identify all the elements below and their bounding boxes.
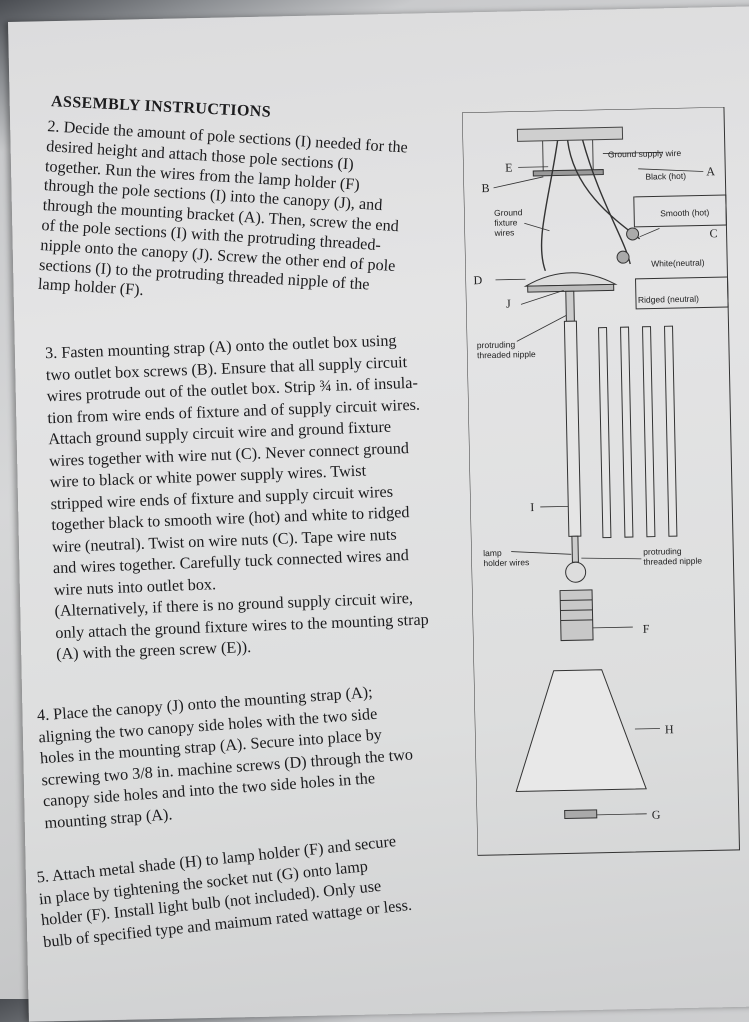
step-5-text: 5. Attach metal shade (H) to lamp holder (F) and secure in place by tightening the socket nut (G) onto lamp holder (F). Install light bulb (not included). Only use bulb of specified type and maimum rated wattage or less.	[35, 832, 413, 951]
step-3-text: 3. Fasten mounting strap (A) onto the outlet box using two outlet box screws (B). Ensure that all supply circuit wires protrude out of the outlet box. Strip ¾ in. of insula- tion from wire ends of fixture and of supply circuit wires. Attach ground supply circuit wire and ground fixture wires together with wire nut (C). Never connect ground wire to black or white power supply wires. Twist stripped wire ends of fixture and supply circuit wires together black to smooth wire (hot) and white to ridged wire (neutral). Twist on wire nuts (C). Tape wire nuts and wires together. Carefully tuck connected wires and wire nuts into outlet box. (Alternatively, if there is no ground supply circuit wire, only attach the ground fixture wires to the mounting strap (A) with the green screw (E)).	[44, 331, 430, 664]
label-protruding-top-2: threaded nipple	[476, 349, 536, 361]
lamp-holder	[560, 590, 593, 641]
letter-b: B	[481, 180, 490, 196]
letter-d: D	[473, 273, 483, 288]
wire-nut-1	[626, 228, 638, 240]
threaded-nipple-bottom	[572, 536, 579, 562]
label-smooth-hot: Smooth (hot)	[660, 207, 710, 219]
spare-pole-sections	[599, 326, 677, 538]
step-4-text: 4. Place the canopy (J) onto the mounting strap (A); aligning the two canopy side holes with the two side holes in the mounting strap (A). Secure into place by screwing two 3/8 in. machine screws (D) through the two canopy side holes and into the two side holes in the mounting strap (A).	[36, 683, 414, 832]
label-ridged-neutral: Ridged (neutral)	[637, 293, 700, 305]
wire-nut-2	[617, 251, 629, 263]
metal-shade	[514, 669, 646, 792]
label-black-hot: Black (hot)	[645, 170, 687, 182]
assembly-diagram	[462, 107, 742, 857]
socket-nut	[565, 810, 597, 819]
label-protruding-bottom-1: protruding	[643, 546, 682, 557]
pole-section	[564, 321, 581, 536]
instruction-sheet	[8, 6, 749, 1022]
letter-c: C	[709, 226, 718, 241]
letter-h: H	[664, 722, 674, 737]
letter-f: F	[642, 621, 650, 636]
label-protruding-bottom-2: threaded nipple	[643, 555, 703, 567]
letter-e: E	[505, 160, 513, 175]
diagram-svg	[462, 107, 742, 857]
lamp-holder-knob	[565, 562, 585, 582]
label-white-neutral: White(neutral)	[651, 257, 705, 269]
letter-j: J	[505, 296, 511, 311]
label-ground-supply-wire: Ground supply wire	[607, 147, 682, 160]
label-ground-1: Ground	[493, 207, 523, 218]
label-ground-2: fixture	[494, 217, 518, 228]
label-ground-3: wires	[494, 227, 515, 238]
step-2-text: 2. Decide the amount of pole sections (I) needed for the desired height and attach those pole sections (I) together. Run the wires from the lamp holder (F) through the pole sections (I) into the canopy (J), and through the mounting bracket (A). Then, screw the end of the pole sections (I) with the protruding threaded- nipple onto the canopy (J). Screw the other end of pole sections (I) to the protruding threaded nipple of the lamp holder (F).	[37, 117, 409, 300]
label-protruding-top-1: protruding	[476, 339, 516, 351]
canopy	[525, 272, 615, 286]
letter-i: I	[530, 500, 535, 515]
ceiling-outlet-plate	[517, 127, 622, 141]
label-lamp-holder-1: lamp	[483, 547, 502, 559]
label-lamp-holder-2: holder wires	[483, 557, 530, 569]
page-heading: ASSEMBLY INSTRUCTIONS	[50, 93, 272, 121]
ground-wire	[539, 141, 560, 271]
letter-a: A	[706, 164, 716, 179]
threaded-nipple-top	[566, 291, 575, 321]
letter-g: G	[651, 807, 661, 822]
